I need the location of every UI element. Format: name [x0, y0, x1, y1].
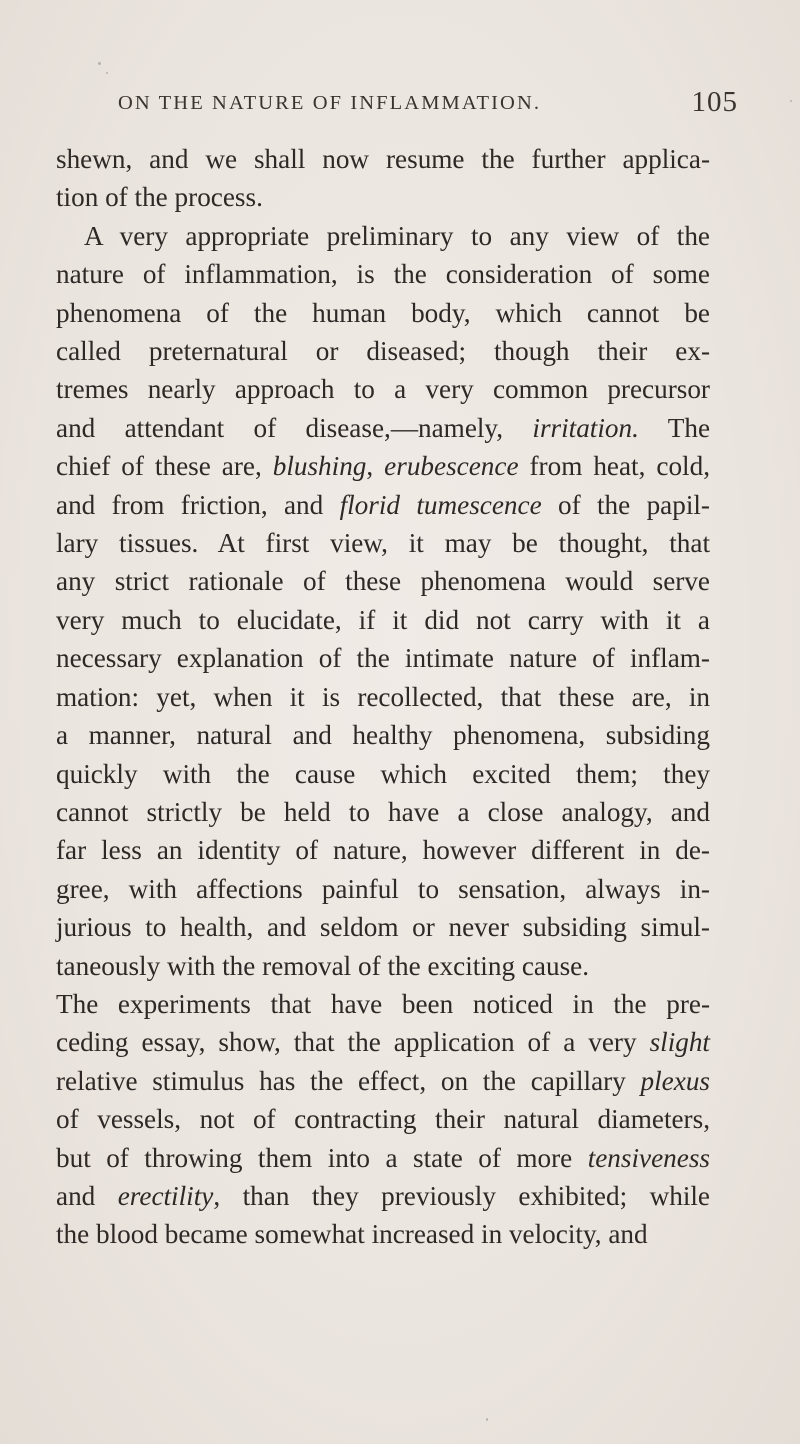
text-run: nature of inflammation, is the consideration of some [56, 259, 710, 290]
text-line [56, 755, 710, 793]
text-run: of the papil- [541, 489, 710, 520]
text-run: very much to elucidate, if it did not carry with it a [56, 604, 710, 635]
italic-term: irritation. [532, 412, 639, 443]
text-run: tion of the process. [56, 182, 263, 213]
text-run: quickly with the cause which excited them; they [56, 758, 710, 789]
text-run: shewn, and we shall now resume the further applica- [56, 144, 710, 174]
text-line [56, 1139, 710, 1177]
text-line [56, 947, 710, 985]
text-line [56, 639, 710, 677]
italic-term: erectility [117, 1180, 214, 1211]
text-run: ceding essay, show, that the application of a very [56, 1027, 650, 1058]
text-line [56, 678, 710, 716]
text-run: necessary explanation of the intimate nature of inflam- [56, 643, 710, 674]
text-run: gree, with affections painful to sensation, always in- [56, 873, 710, 904]
text-run: cannot strictly be held to have a close analogy, and [56, 796, 710, 827]
text-line [56, 1177, 710, 1215]
text-run: from heat, cold, [518, 451, 710, 482]
text-line [56, 716, 710, 754]
text-run: , than they previously exhibited; while [213, 1180, 710, 1211]
text-run: called preternatural or diseased; though their ex- [56, 336, 710, 367]
text-run: and attendant of disease,—namely, [56, 412, 533, 443]
text-line [56, 178, 710, 216]
italic-term: slight [649, 1027, 710, 1058]
text-line [56, 831, 710, 869]
text-line [56, 1215, 710, 1253]
text-run: The experiments that have been noticed in the pre- [56, 988, 710, 1019]
text-line [56, 793, 710, 831]
text-line [56, 1062, 710, 1100]
text-line [56, 255, 710, 293]
text-line [56, 1100, 710, 1138]
italic-term: plexus [640, 1065, 710, 1096]
paper-speck [106, 72, 108, 74]
italic-term: erubescence [384, 451, 519, 482]
text-run: mation: yet, when it is recollected, that these are, in [56, 681, 710, 712]
text-line [56, 562, 710, 600]
text-run: far less an identity of nature, however different in de- [56, 835, 710, 866]
paper-speck [98, 62, 101, 65]
text-run: a manner, natural and healthy phenomena, subsiding [56, 720, 710, 751]
text-line [56, 217, 710, 255]
page-header [118, 86, 738, 126]
text-line [56, 332, 710, 370]
text-line [56, 447, 710, 485]
text-line [56, 601, 710, 639]
paper-speck [486, 1418, 488, 1421]
text-line [56, 140, 710, 178]
running-head: ON THE NATURE OF INFLAMMATION. [118, 92, 542, 114]
text-run: tremes nearly approach to a very common precursor [56, 374, 710, 405]
text-run: phenomena of the human body, which cannot be [56, 297, 710, 328]
italic-term: florid tumescence [339, 489, 542, 520]
text-run: , [366, 451, 385, 482]
text-run: any strict rationale of these phenomena would serve [56, 566, 710, 597]
text-line [56, 370, 710, 408]
text-run: relative stimulus has the effect, on the capillary [56, 1065, 641, 1096]
text-line [56, 870, 710, 908]
text-run: taneously with the removal of the exciting cause. [56, 950, 590, 981]
text-run: of vessels, not of contracting their natural diameters, [56, 1104, 710, 1135]
text-run: jurious to health, and seldom or never subsiding simul- [56, 912, 710, 943]
text-line [56, 486, 710, 524]
body-text [56, 140, 710, 1254]
text-line [56, 409, 710, 447]
text-line [56, 294, 710, 332]
text-run: chief of these are, [56, 451, 273, 482]
italic-term: blushing [272, 451, 367, 482]
italic-term: tensiveness [587, 1142, 710, 1173]
page-number: 105 [691, 86, 738, 118]
text-run: the blood became somewhat increased in velocity, and [56, 1219, 648, 1250]
text-line [56, 908, 710, 946]
text-line [56, 524, 710, 562]
text-line [56, 985, 710, 1023]
text-line [56, 1023, 710, 1061]
text-run: A very appropriate preliminary to any view of the [84, 220, 710, 251]
text-run: The [638, 412, 711, 443]
text-run: lary tissues. At first view, it may be thought, that [56, 528, 710, 559]
text-run: but of throwing them into a state of more [56, 1142, 588, 1173]
text-run: and [56, 1180, 118, 1211]
text-run: and from friction, and [56, 489, 340, 520]
paper-speck [790, 100, 792, 102]
